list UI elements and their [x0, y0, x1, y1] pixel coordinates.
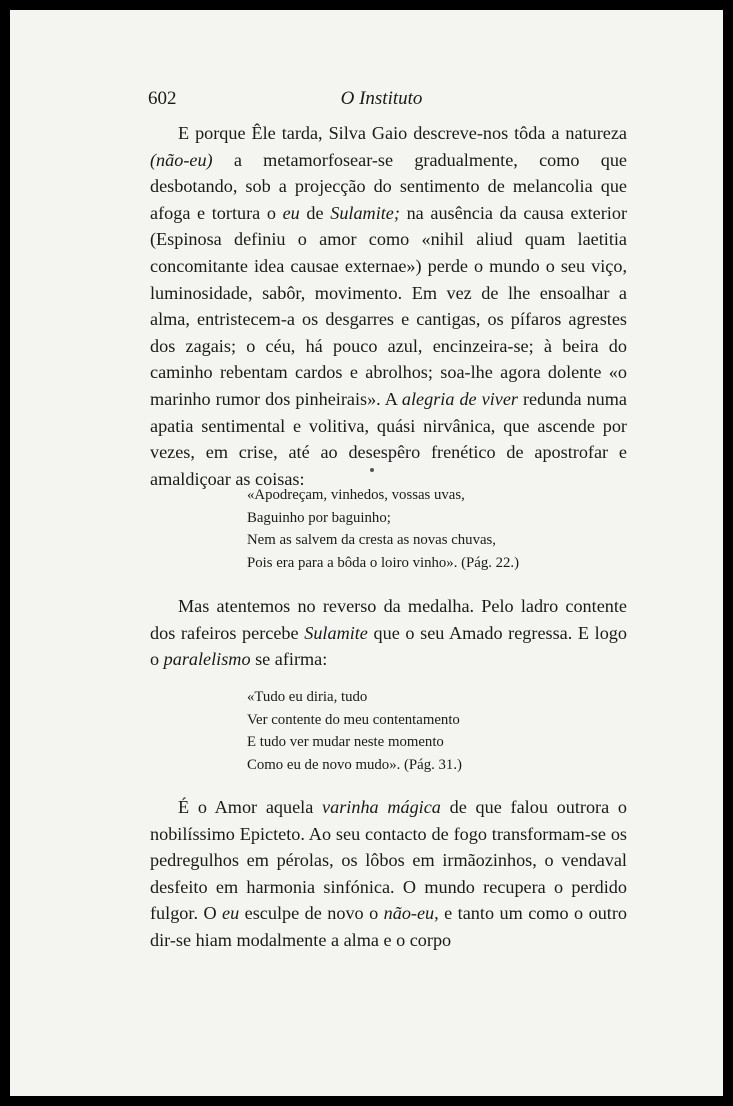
text-run: É o Amor aquela — [178, 797, 323, 817]
paragraph-1 — [150, 120, 627, 492]
text-run: se afirma: — [250, 649, 328, 670]
paragraph-2 — [150, 593, 627, 673]
verse-line: E tudo ver mudar neste momento — [247, 734, 444, 750]
book-page — [10, 10, 723, 1096]
verse-quote-1 — [247, 484, 647, 574]
text-run: Mas atentemos no reverso da medalha. Pelo ladro contente dos rafeiros percebe — [150, 596, 627, 643]
text-run: redunda numa apatia sentimental e volitiva, quási nirvânica, que ascende por vezes, em crise, até ao desespêro frenético de apostrofar e amaldiçoar as coisas: — [150, 388, 627, 489]
italic-term: Sulamite; — [330, 202, 400, 223]
paragraph-1-text — [150, 120, 627, 492]
italic-term: eu — [282, 202, 300, 223]
italic-term: eu — [222, 903, 240, 924]
text-run: esculpe de novo o — [239, 903, 384, 924]
italic-term: não-eu, — [383, 903, 439, 924]
verse-line: Como eu de novo mudo». (Pág. 31.) — [247, 756, 462, 773]
verse-line: «Tudo eu diria, tudo — [247, 689, 368, 705]
text-run: na ausência da causa exterior (Espinosa definiu o amor como «nihil aliud quam laetitia concomitante idea causae externae») perde o mundo o seu viço, luminosidade, sabôr, movimento. Em vez de lhe ensoalhar a alma, entristecem-a os desgarres e cantigas, os pífaros agrestes dos zagais; o céu, há pouco azul, encinzeira-se; à beira do caminho rebentam cardos e abrolhos; soa-lhe agora dolente «o marinho rumor dos pinheirais». A — [150, 202, 628, 409]
italic-term: paralelismo — [163, 649, 251, 670]
italic-term: (não-eu) — [150, 149, 213, 170]
verse-line: Ver contente do meu contentamento — [247, 711, 460, 728]
paragraph-3 — [150, 794, 627, 954]
text-run: que o seu Amado regressa. E logo o — [150, 622, 627, 670]
page-number: 602 — [148, 88, 177, 109]
verse-line: Pois era para a bôda o loiro vinho». (Pág. 22.) — [247, 554, 520, 571]
verse-line: «Apodreçam, vinhedos, vossas uvas, — [247, 487, 465, 503]
text-run: E porque Êle tarda, Silva Gaio descreve-nos tôda a natureza — [178, 123, 627, 143]
page-header — [148, 88, 615, 112]
text-run: e tanto um como o outro dir-se hiam modalmente a alma e o corpo — [150, 903, 627, 950]
verse-line: Baguinho por baguinho; — [247, 509, 391, 526]
text-run: de — [299, 202, 331, 223]
paragraph-3-text — [150, 794, 627, 954]
verse-line: Nem as salvem da cresta as novas chuvas, — [247, 532, 496, 548]
italic-term: Sulamite — [304, 622, 368, 643]
text-run: de que falou outrora o nobilíssimo Epicteto. Ao seu contacto de fogo transformam-se os pedregulhos em pérolas, os lôbos em irmãozinhos, o vendaval desfeito em harmonia sinfónica. O mundo recupera o perdido fulgor. O — [150, 797, 627, 924]
italic-term: alegria de viver — [401, 388, 518, 409]
running-title: O Instituto — [340, 88, 423, 109]
italic-term: varinha mágica — [322, 797, 441, 817]
text-run: a metamorfosear-se gradualmente, como que desbotando, sob a projecção do sentimento de melancolia que afoga e tortura o — [150, 149, 627, 223]
paragraph-2-text — [150, 593, 627, 673]
verse-quote-2 — [247, 686, 647, 776]
ornament-dot — [370, 468, 374, 472]
